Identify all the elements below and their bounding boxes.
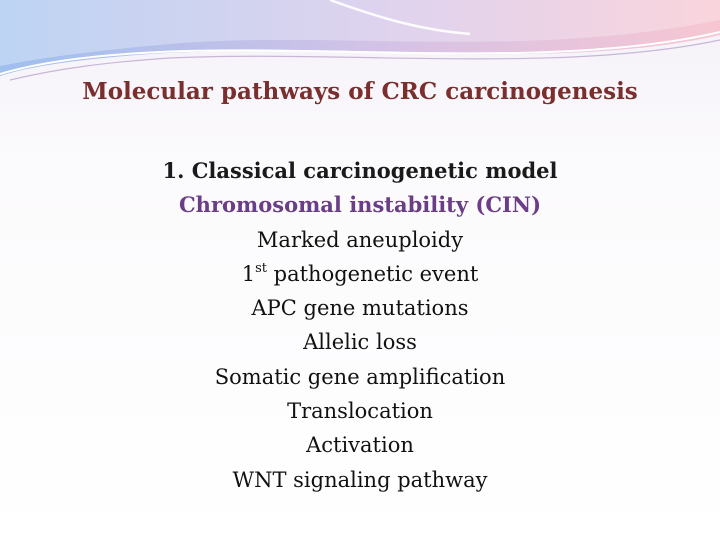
list-item: WNT signaling pathway	[232, 467, 488, 492]
list-item: Translocation	[287, 399, 433, 424]
ordinal-suffix: st	[255, 260, 267, 276]
list-item: Somatic gene amplification	[214, 364, 506, 389]
slide-content	[0, 154, 720, 497]
section-subheading: Chromosomal instability (CIN)	[178, 192, 542, 218]
slide-title: Molecular pathways of CRC carcinogenesis	[82, 78, 638, 105]
section-heading: 1. Classical carcinogenetic model	[162, 158, 558, 183]
list-item: Activation	[306, 433, 414, 458]
list-item-text: pathogenetic event	[266, 261, 479, 286]
list-item: Marked aneuploidy	[256, 227, 464, 252]
list-item	[0, 257, 720, 291]
decorative-wave-banner	[0, 0, 720, 90]
list-item: Allelic loss	[303, 330, 417, 355]
list-item: APC gene mutations	[251, 296, 469, 321]
ordinal-number: 1	[241, 261, 256, 286]
